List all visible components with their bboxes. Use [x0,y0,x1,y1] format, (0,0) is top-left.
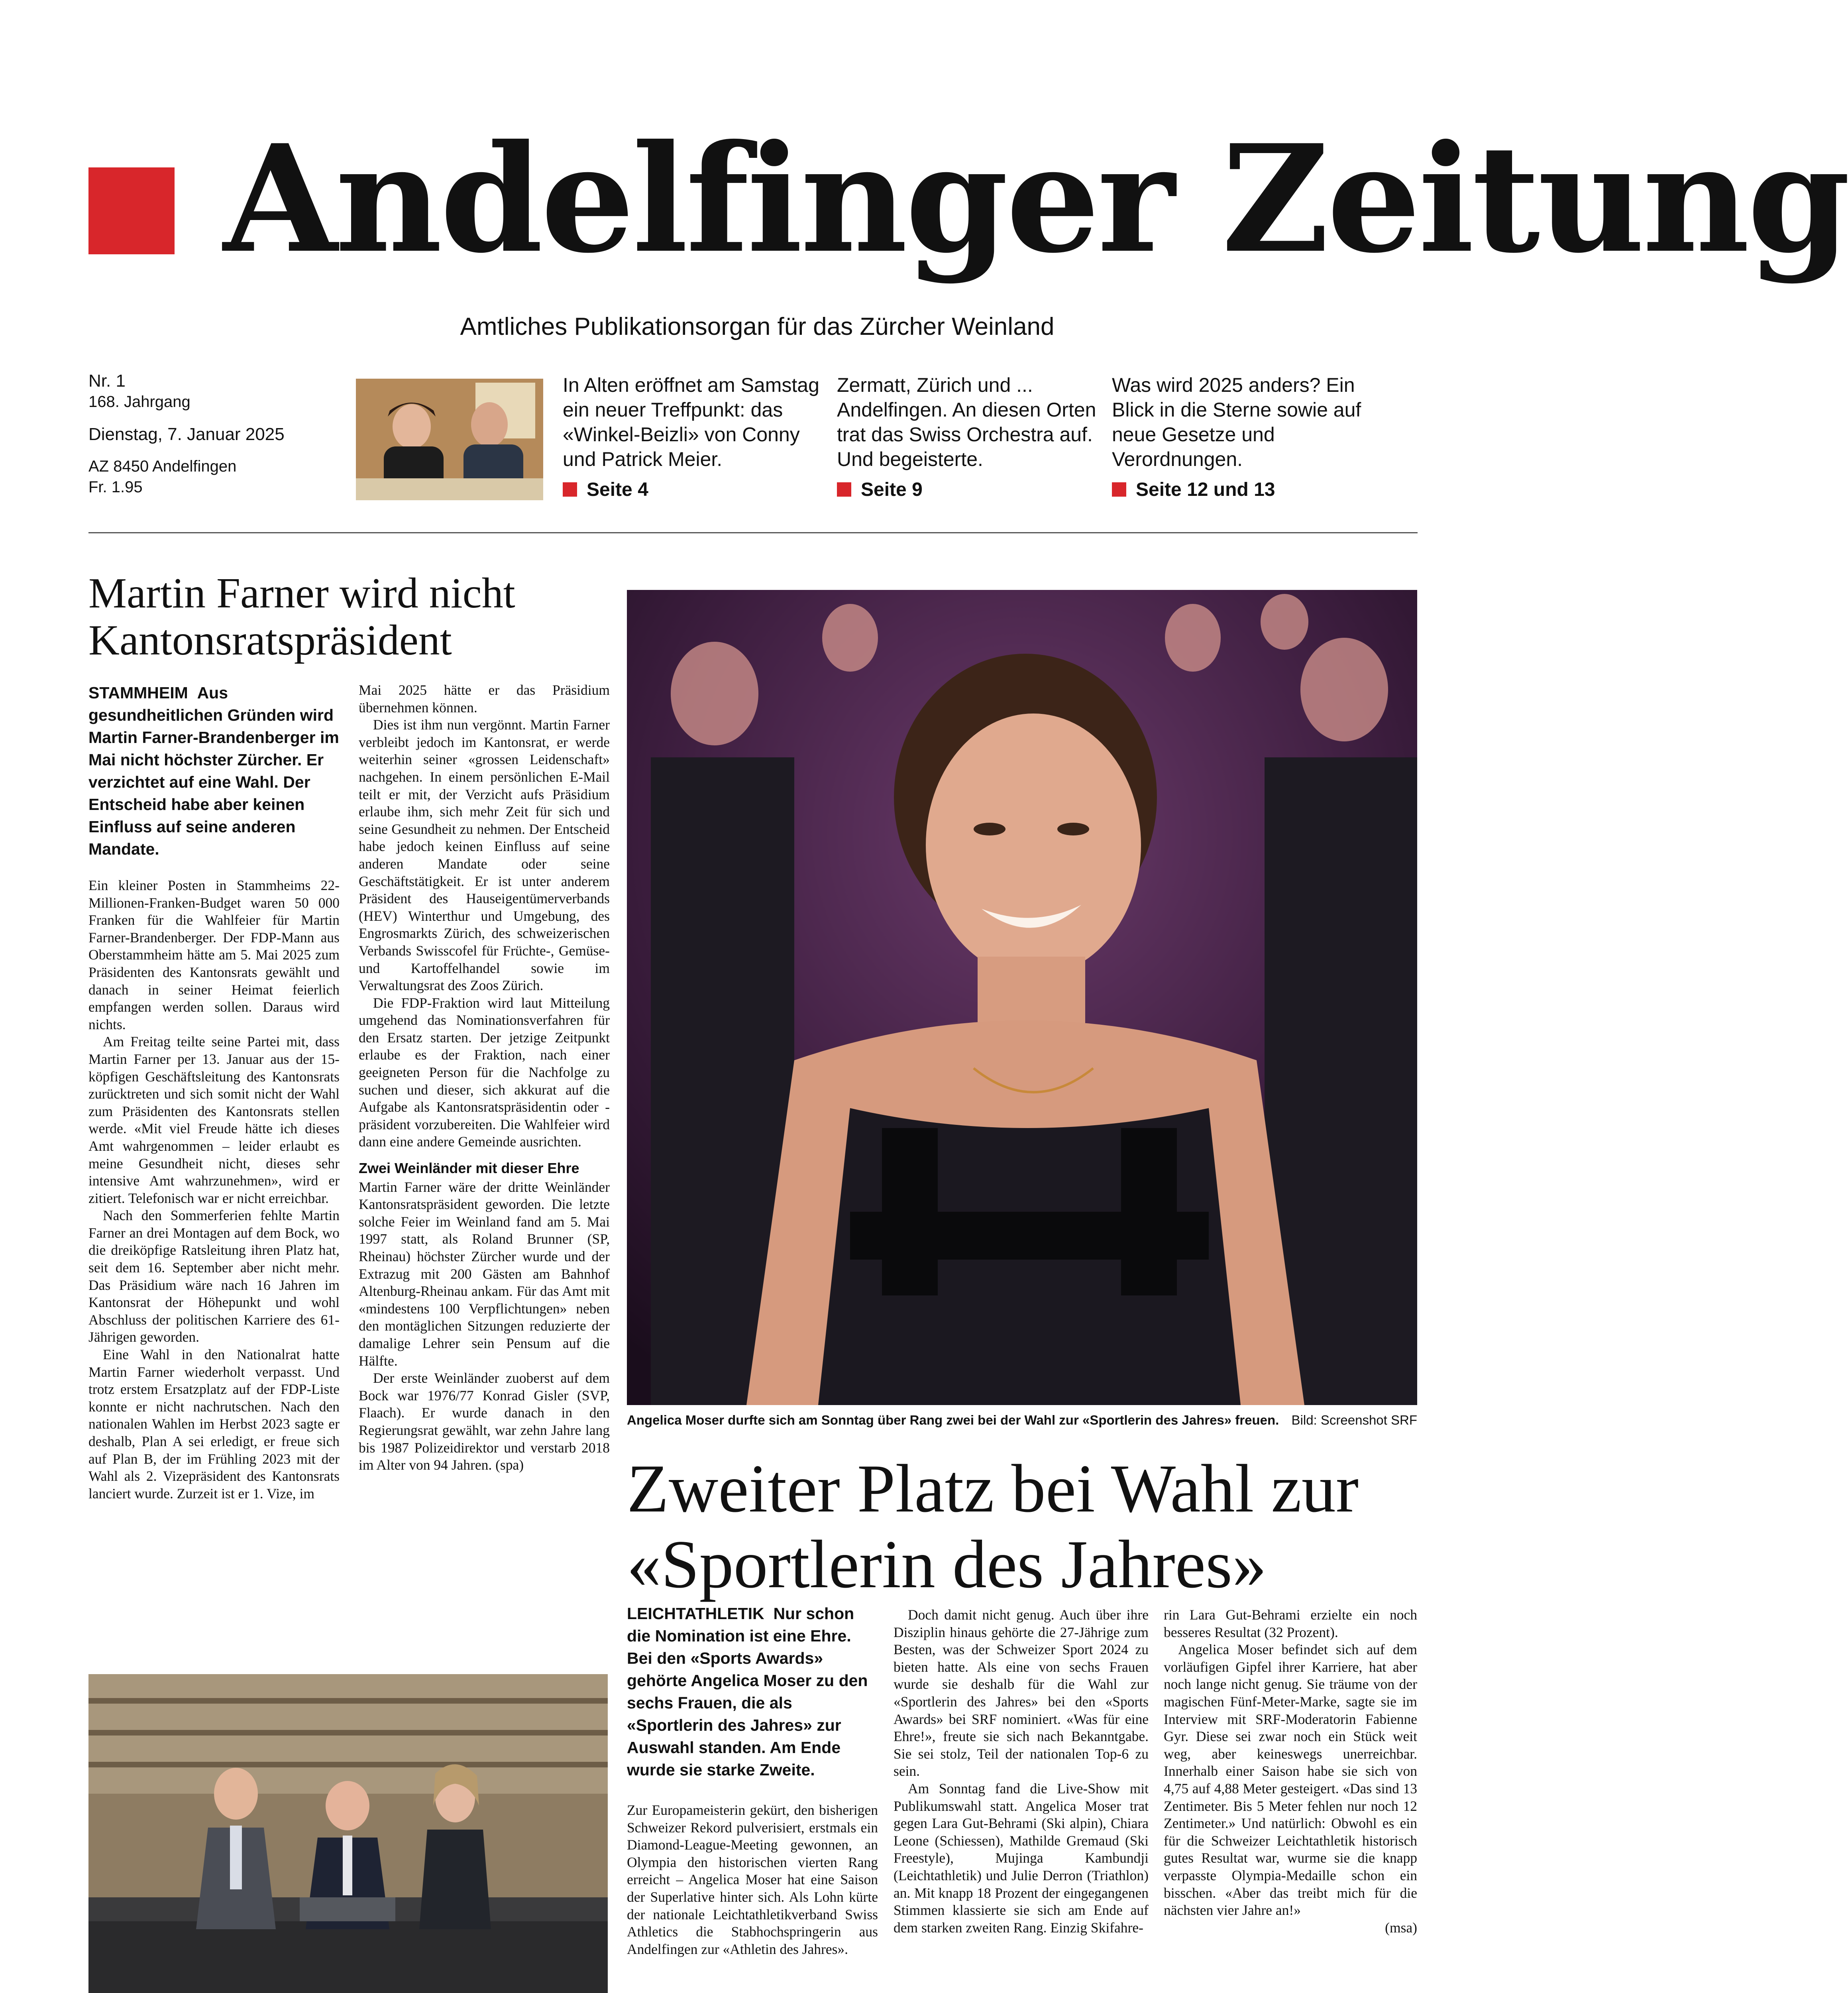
article1-headline: Martin Farner wird nicht Kantonsratspräsident [88,570,515,664]
article2-col1 [627,1802,878,1958]
article2-para: Am Sonntag fand die Live-Show mit Publikumswahl statt. Angelica Moser trat gegen Lara Gut-Behrami (Ski alpin), Chiara Leone (Schiessen), Mathilde Gremaud (Ski Freestyle), Mujinga Kambundji (Leichtathletik) und Julie Derron (Triathlon) an. Mit knapp 18 Prozent der eingegangenen Stimmen klassierte sie sich am Ende auf dem starken zweiten Rang. Einzig Skifahre- [894,1780,1149,1936]
presidium-photo [88,1674,608,1993]
teaser-1-marker [563,482,577,497]
issue-number: Nr. 1 [88,371,126,391]
header-divider [88,532,1418,533]
article1-para: Eine Wahl in den Nationalrat hatte Martin Farner wiederholt verpasst. Und trotz erstem Ersatzplatz auf der FDP-Liste konnte er nicht nachrutschen. Nach den nationalen Wahlen im Herbst 2023 sagte er deshalb, Plan A sei erledigt, er freue sich auf Plan B, der im Frühling 2023 mit der Wahl als 2. Vizepräsident des Kantonsrats lanciert wurde. Zurzeit ist er 1. Vize, im [88,1346,340,1502]
teaser-3-page: Seite 12 und 13 [1136,479,1275,500]
issue-date: Dienstag, 7. Januar 2025 [88,425,285,444]
moser-photo [627,590,1417,1405]
article2-headline: Zweiter Platz bei Wahl zur «Sportlerin des Jahres» [627,1451,1359,1602]
article2-col2 [894,1606,1149,1936]
article1-para: Martin Farner wäre der dritte Weinländer Kantonsratspräsident geworden. Die letzte solche Feier im Weinland fand am 5. Mai 1997 statt, als Roland Brunner (SP, Rheinau) höchster Zürcher wurde und der Extrazug mit 200 Gästen am Bahnhof Altenburg-Rheinau ankam. Für das Amt mit «mindestens 100 Verpflichtungen» neben den montäglichen Sitzungen reduzierte der damalige Lehrer sein Pensum auf die Hälfte. [359,1179,610,1369]
article1-lead [88,682,355,860]
article2-author: (msa) [1385,1919,1417,1936]
article2-para: Angelica Moser befindet sich auf dem vorläufigen Gipfel ihrer Karriere, hat aber noch lange nicht genug. Sie träume von der magischen Fünf-Meter-Marke, sagte sie im Interview mit SRF-Moderatorin Fabienne Gyr. Diese sei zwar noch ein Stück weit weg, aber keineswegs unerreichbar. Innerhalb einer Saison habe sie sich von 4,75 auf 4,88 Meter gesteigert. «Das sind 13 Zentimeter. Bis 5 Meter fehlen nur noch 12 Zentimeter.» Und natürlich: Obwohl es ein für die Schweizer Leichtathletik historisch gutes Resultat war, wurme sie die knapp verpasste Olympia-Medaille schon ein bisschen. «Aber das treibt mich für die nächsten vier Jahre an!» [1164,1641,1417,1918]
article2-para: Doch damit nicht genug. Auch über ihre Disziplin hinaus gehörte die 27-Jährige zum Besten, was der Schweizer Sport 2024 zu bieten hatte. Als eine von sechs Frauen wurde sie deshalb für die Wahl zur «Sportlerin des Jahres» bei den «Sports Awards» bei SRF nominiert. «Was für eine Ehre!», freute sie sich nach Bekanntgabe. Sie sei stolz, Teil der nationalen Top-6 zu sein. [894,1607,1149,1779]
article2-col3 [1164,1606,1417,1936]
article2-para: rin Lara Gut-Behrami erzielte ein noch besseres Resultat (32 Prozent). [1164,1607,1417,1640]
article1-para: Die FDP-Fraktion wird laut Mitteilung umgehend das Nominationsverfahren für den Ersatz starten. Der jetzige Zeitpunkt erlaube es der Fraktion, nach einer geeigneten Person für die Nachfolge zu suchen und dieser, sich akkurat auf die Aufgabe als Kantonsratspräsidentin oder -präsident vorzubereiten. Die Wahlfeier wird dann eine andere Gemeinde ausrichten. [359,995,610,1150]
postal-code: AZ 8450 Andelfingen [88,458,237,475]
article1-lead-text: Aus gesundheitlichen Gründen wird Martin Farner-Brandenberger im Mai nicht höchster Zürcher. Er verzichtet auf eine Wahl. Der Entscheid habe aber keinen Einfluss auf seine anderen Mandate. [88,684,339,858]
article1-para: Mai 2025 hätte er das Präsidium übernehmen können. [359,682,610,715]
teaser-3-marker [1112,482,1126,497]
moser-caption [627,1411,1417,1429]
teaser-photo [356,379,543,500]
teaser-1[interactable] [563,373,826,501]
masthead-red-square [88,167,175,254]
issue-info [88,371,336,497]
masthead-subtitle: Amtliches Publikationsorgan für das Zürcher Weinland [460,313,1055,340]
article1-subhead: Zwei Weinländer mit dieser Ehre [359,1160,579,1177]
article1-para: Ein kleiner Posten in Stammheims 22-Millionen-Franken-Budget waren 50 000 Franken für die Wahlfeier für Martin Farner-Brandenberger. Der FDP-Mann aus Oberstammheim hätte am 5. Mai 2025 zum Präsidenten des Kantonsrats gewählt und danach in seiner Heimat feierlich empfangen werden sollen. Daraus wird nichts. [88,877,340,1032]
teaser-2[interactable] [837,373,1100,501]
moser-credit: Bild: Screenshot SRF [1291,1413,1417,1427]
teaser-1-text: In Alten eröffnet am Samstag ein neuer Treffpunkt: das «Winkel-Beizli» von Conny und Patrick Meier. [563,374,819,470]
article1-col2 [359,682,610,1474]
article1-para: Nach den Sommerferien fehlte Martin Farner an drei Montagen auf dem Bock, wo die dreiköpfige Ratsleitung ihren Platz hat, seit dem 16. September aber nicht mehr. Das Präsidium wäre nach 16 Jahren im Kantonsrat der Höhepunkt und wohl Abschluss der politischen Karriere des 61-Jährigen geworden. [88,1207,340,1345]
article1-col1 [88,877,340,1502]
price: Fr. 1.95 [88,478,143,496]
volume: 168. Jahrgang [88,393,190,411]
teaser-2-text: Zermatt, Zürich und ... Andelfingen. An diesen Orten trat das Swiss Orchestra auf. Und begeisterte. [837,374,1096,470]
article1-para: Dies ist ihm nun vergönnt. Martin Farner verbleibt jedoch im Kantonsrat, er werde weiterhin seiner «grossen Leidenschaft» nachgehen. In einem persönlichen E-Mail teilt er mit, der Verzicht aufs Präsidium erlaube ihm, sich mehr Zeit für sich und seine Gesundheit zu nehmen. Der Entscheid habe jedoch keinen Einfluss auf seine anderen Mandate oder seine Geschäftstätigkeit. Er ist unter anderem Präsident des Hauseigentümerverbands (HEV) Winterthur und Umgebung, des Engrosmarkts Zürich, des schweizerischen Verbands Swisscofel für Früchte-, Gemüse- und Kartoffelhandel sowie im Verwaltungsrat des Zoos Zürich. [359,717,610,994]
teaser-2-marker [837,482,851,497]
article2-lead-text: Nur schon die Nomination ist eine Ehre. Bei den «Sports Awards» gehörte Angelica Moser zu den sechs Frauen, die als «Sportlerin des Jahres» zur Auswahl standen. Am Ende wurde sie starke Zweite. [627,1604,868,1779]
article1-para: Am Freitag teilte seine Partei mit, dass Martin Farner per 13. Januar aus der 15-köpfigen Geschäftsleitung des Kantonsrats zurücktreten und sich somit nicht der Wahl zum Präsidenten des Kantonsrats stellen werde. «Mit viel Freude hätte ich dieses Amt wahrgenommen – leider erlaubt es meine Gesundheit nicht, dieses sehr intensive Amt wahrzunehmen», wird er zitiert. Telefonisch war er nicht erreichbar. [88,1034,340,1206]
teaser-2-page: Seite 9 [861,479,923,500]
article2-kicker: LEICHTATHLETIK [627,1604,764,1623]
moser-caption-text: Angelica Moser durfte sich am Sonntag über Rang zwei bei der Wahl zur «Sportlerin des Jahres» freuen. [627,1413,1279,1427]
teaser-1-page: Seite 4 [587,479,648,500]
article2-para: Zur Europameisterin gekürt, den bisherigen Schweizer Rekord pulverisiert, erstmals ein Diamond-League-Meeting gewonnen, an Olympia den historischen vierten Rang erreicht – Angelica Moser hat eine Saison der Superlative hinter sich. Als Lohn kürte der nationale Leichtathletikverband Swiss Athletics die Stabhochspringerin aus Andelfingen zur «Athletin des Jahres». [627,1802,878,1957]
teaser-3[interactable] [1112,373,1399,501]
article1-para: Der erste Weinländer zuoberst auf dem Bock war 1976/77 Konrad Gisler (SVP, Flaach). Er wurde danach in den Regierungsrat gewählt, war zehn Jahre lang bis 1987 Polizeidirektor und verstarb 2018 im Alter von 94 Jahren. (spa) [359,1370,610,1473]
article1-kicker: STAMMHEIM [88,684,188,702]
article2-lead [627,1602,878,1781]
teaser-3-text: Was wird 2025 anders? Ein Blick in die Sterne sowie auf neue Gesetze und Verordnungen. [1112,374,1361,470]
masthead-title: Andelfinger Zeitung [223,113,1848,286]
